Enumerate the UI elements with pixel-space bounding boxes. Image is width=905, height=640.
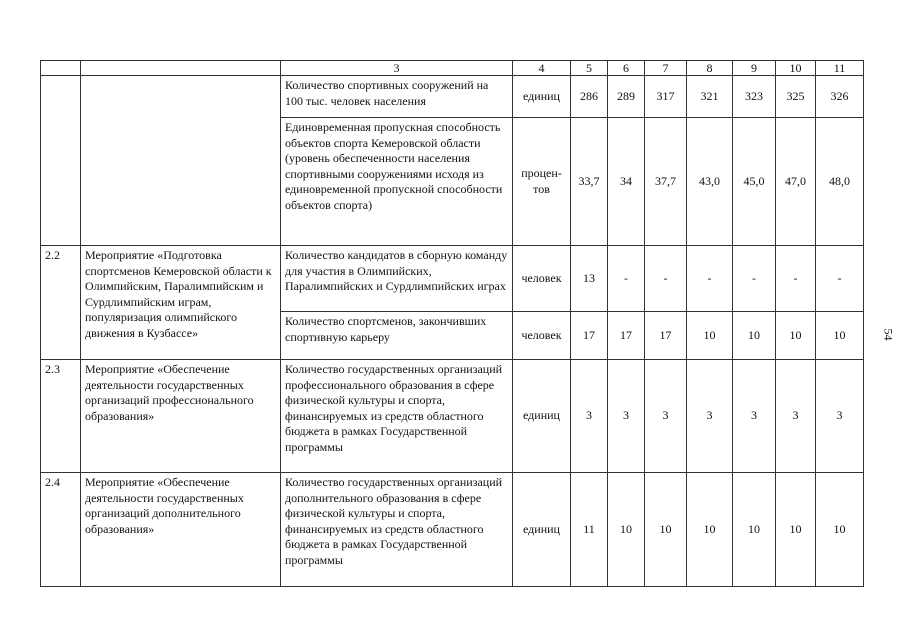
indicator-cell: Количество кандидатов в сборную команду для участия в Олимпийских, Паралимпийских и Сурдлимпийских играх xyxy=(281,246,513,312)
measure-cell: Мероприятие «Обеспечение деятельности государственных организаций дополнительного образования» xyxy=(81,473,281,587)
unit-cell: единиц xyxy=(513,76,571,118)
header-cell: 10 xyxy=(776,61,816,76)
value-cell: 3 xyxy=(816,360,864,473)
header-cell: 8 xyxy=(687,61,733,76)
unit-cell: человек xyxy=(513,312,571,360)
value-cell: 11 xyxy=(571,473,608,587)
value-cell: 17 xyxy=(608,312,645,360)
value-cell: 43,0 xyxy=(687,118,733,246)
value-cell: 10 xyxy=(645,473,687,587)
value-cell: 17 xyxy=(645,312,687,360)
unit-cell: процен-тов xyxy=(513,118,571,246)
header-cell: 3 xyxy=(281,61,513,76)
value-cell: 17 xyxy=(571,312,608,360)
number-cell xyxy=(41,76,81,246)
header-cell xyxy=(81,61,281,76)
value-cell: 3 xyxy=(645,360,687,473)
header-cell xyxy=(41,61,81,76)
indicator-cell: Количество спортсменов, закончивших спортивную карьеру xyxy=(281,312,513,360)
indicator-cell: Количество спортивных сооружений на 100 тыс. человек населения xyxy=(281,76,513,118)
table-row xyxy=(41,246,864,312)
table-row xyxy=(41,360,864,473)
value-cell: 10 xyxy=(776,473,816,587)
value-cell: 3 xyxy=(608,360,645,473)
value-cell: 34 xyxy=(608,118,645,246)
value-cell: 3 xyxy=(687,360,733,473)
value-cell: - xyxy=(608,246,645,312)
value-cell: 3 xyxy=(776,360,816,473)
value-cell: 10 xyxy=(776,312,816,360)
value-cell: 323 xyxy=(733,76,776,118)
indicator-cell: Единовременная пропускная способность объектов спорта Кемеровской области (уровень обеспеченности населения спортивными сооружениями исходя из единовременной пропускной способности объектов спорта) xyxy=(281,118,513,246)
value-cell: 10 xyxy=(608,473,645,587)
value-cell: 289 xyxy=(608,76,645,118)
header-cell: 5 xyxy=(571,61,608,76)
indicators-table xyxy=(40,60,864,587)
value-cell: - xyxy=(733,246,776,312)
value-cell: 286 xyxy=(571,76,608,118)
header-cell: 9 xyxy=(733,61,776,76)
header-cell: 6 xyxy=(608,61,645,76)
value-cell: 10 xyxy=(816,312,864,360)
number-cell: 2.4 xyxy=(41,473,81,587)
unit-cell: единиц xyxy=(513,360,571,473)
unit-cell: единиц xyxy=(513,473,571,587)
value-cell: 10 xyxy=(816,473,864,587)
value-cell: - xyxy=(645,246,687,312)
value-cell: 10 xyxy=(733,473,776,587)
value-cell: 45,0 xyxy=(733,118,776,246)
value-cell: 33,7 xyxy=(571,118,608,246)
value-cell: 321 xyxy=(687,76,733,118)
value-cell: 37,7 xyxy=(645,118,687,246)
header-row xyxy=(41,61,864,76)
measure-cell: Мероприятие «Подготовка спортсменов Кемеровской области к Олимпийским, Паралимпийским и Сурдлимпийским играм, популяризация олимпийского движения в Кузбассе» xyxy=(81,246,281,360)
value-cell: 13 xyxy=(571,246,608,312)
measure-cell: Мероприятие «Обеспечение деятельности государственных организаций профессионального образования» xyxy=(81,360,281,473)
value-cell: 325 xyxy=(776,76,816,118)
value-cell: 10 xyxy=(687,473,733,587)
value-cell: 317 xyxy=(645,76,687,118)
header-cell: 11 xyxy=(816,61,864,76)
value-cell: 326 xyxy=(816,76,864,118)
table-row xyxy=(41,76,864,118)
indicator-cell: Количество государственных организаций профессионального образования в сфере физической культуры и спорта, финансируемых из средств областного бюджета в рамках Государственной программы xyxy=(281,360,513,473)
number-cell: 2.2 xyxy=(41,246,81,360)
value-cell: - xyxy=(776,246,816,312)
header-cell: 7 xyxy=(645,61,687,76)
value-cell: - xyxy=(687,246,733,312)
indicator-cell: Количество государственных организаций дополнительного образования в сфере физической культуры и спорта, финансируемых из средств областного бюджета в рамках Государственной программы xyxy=(281,473,513,587)
value-cell: 3 xyxy=(733,360,776,473)
value-cell: 47,0 xyxy=(776,118,816,246)
value-cell: 10 xyxy=(687,312,733,360)
number-cell: 2.3 xyxy=(41,360,81,473)
measure-cell xyxy=(81,76,281,246)
value-cell: 48,0 xyxy=(816,118,864,246)
value-cell: 3 xyxy=(571,360,608,473)
unit-cell: человек xyxy=(513,246,571,312)
page-number: 54 xyxy=(881,328,896,341)
header-cell: 4 xyxy=(513,61,571,76)
value-cell: - xyxy=(816,246,864,312)
table-row xyxy=(41,473,864,587)
value-cell: 10 xyxy=(733,312,776,360)
